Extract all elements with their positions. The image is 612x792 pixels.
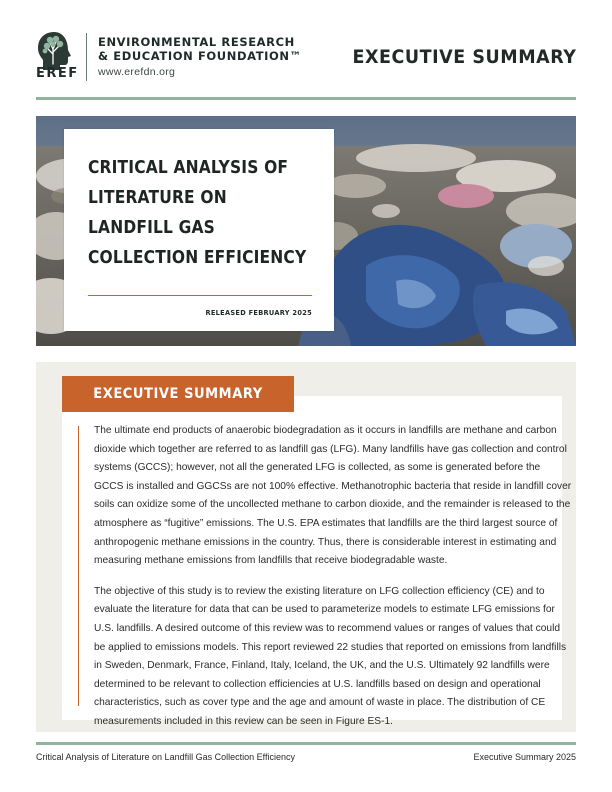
summary-paragraph-2: The objective of this study is to review the existing literature on LFG collection efficiency (CE) and to evaluate the literature for data that can be used to parameterize models to estimate LFG emissions for U.S. landfills. A desired outcome of this review was to recommend values or ranges of values that could be applied to emissions models. This report reviewed 22 studies that reported on emissions from landfills in Sweden, Denmark, France, Finland, Italy, Iceland, the UK, and the U.S. Ultimately 92 landfills were determined to be relevant to collection efficiencies at U.S. landfills based on design and operational characteristics, such as cover type and the age and amount of waste in place. The distribution of CE measurements included in this review can be seen in Figure ES-1. [94,585,567,727]
accent-bar [78,426,79,706]
report-title-line-4: COLLECTION EFFICIENCY [88,247,307,268]
logo-wordmark: EREF [36,66,79,81]
org-url: www.erefdn.org [98,66,176,78]
logo-divider [86,33,87,81]
title-card [64,129,334,331]
summary-body [94,422,572,744]
report-title-line-1: CRITICAL ANALYSIS OF [88,157,289,178]
footer-report-title: Critical Analysis of Literature on Landfill Gas Collection Efficiency [36,752,295,762]
summary-paragraph-1: The ultimate end products of anaerobic biodegradation as it occurs in landfills are methane and carbon dioxide which together are referred to as landfill gas (LFG). Many landfills have gas collection and control systems (GCCS); however, not all the generated LFG is collected, as some is generated before the GCCS is installed and GGCSs are not 100% effective. Methanotrophic bacteria that reside in landfill cover soils can oxidize some of the uncollected methane to carbon dioxide, and the remainder is released to the atmosphere as “fugitive” emissions. The U.S. EPA estimates that landfills are the third largest source of anthropogenic methane emissions in the country. Thus, there is considerable interest in estimating and measuring methane emissions from landfills that receive biodegradable waste. [94,425,572,567]
org-name-line1: ENVIRONMENTAL RESEARCH [98,35,295,49]
org-name-line2: & EDUCATION FOUNDATION™ [98,49,302,63]
page-header [0,0,612,100]
report-title-line-2: LITERATURE ON [88,187,227,208]
document-type-heading: EXECUTIVE SUMMARY [351,46,576,68]
release-date: RELEASED FEBRUARY 2025 [205,309,312,317]
header-rule [36,97,576,100]
section-heading: EXECUTIVE SUMMARY [93,386,263,402]
report-title-line-3: LANDFILL GAS [88,217,216,238]
footer-rule [36,742,576,745]
title-divider [88,295,312,296]
section-heading-tab [62,376,294,412]
footer-section-label: Executive Summary 2025 [473,752,576,762]
